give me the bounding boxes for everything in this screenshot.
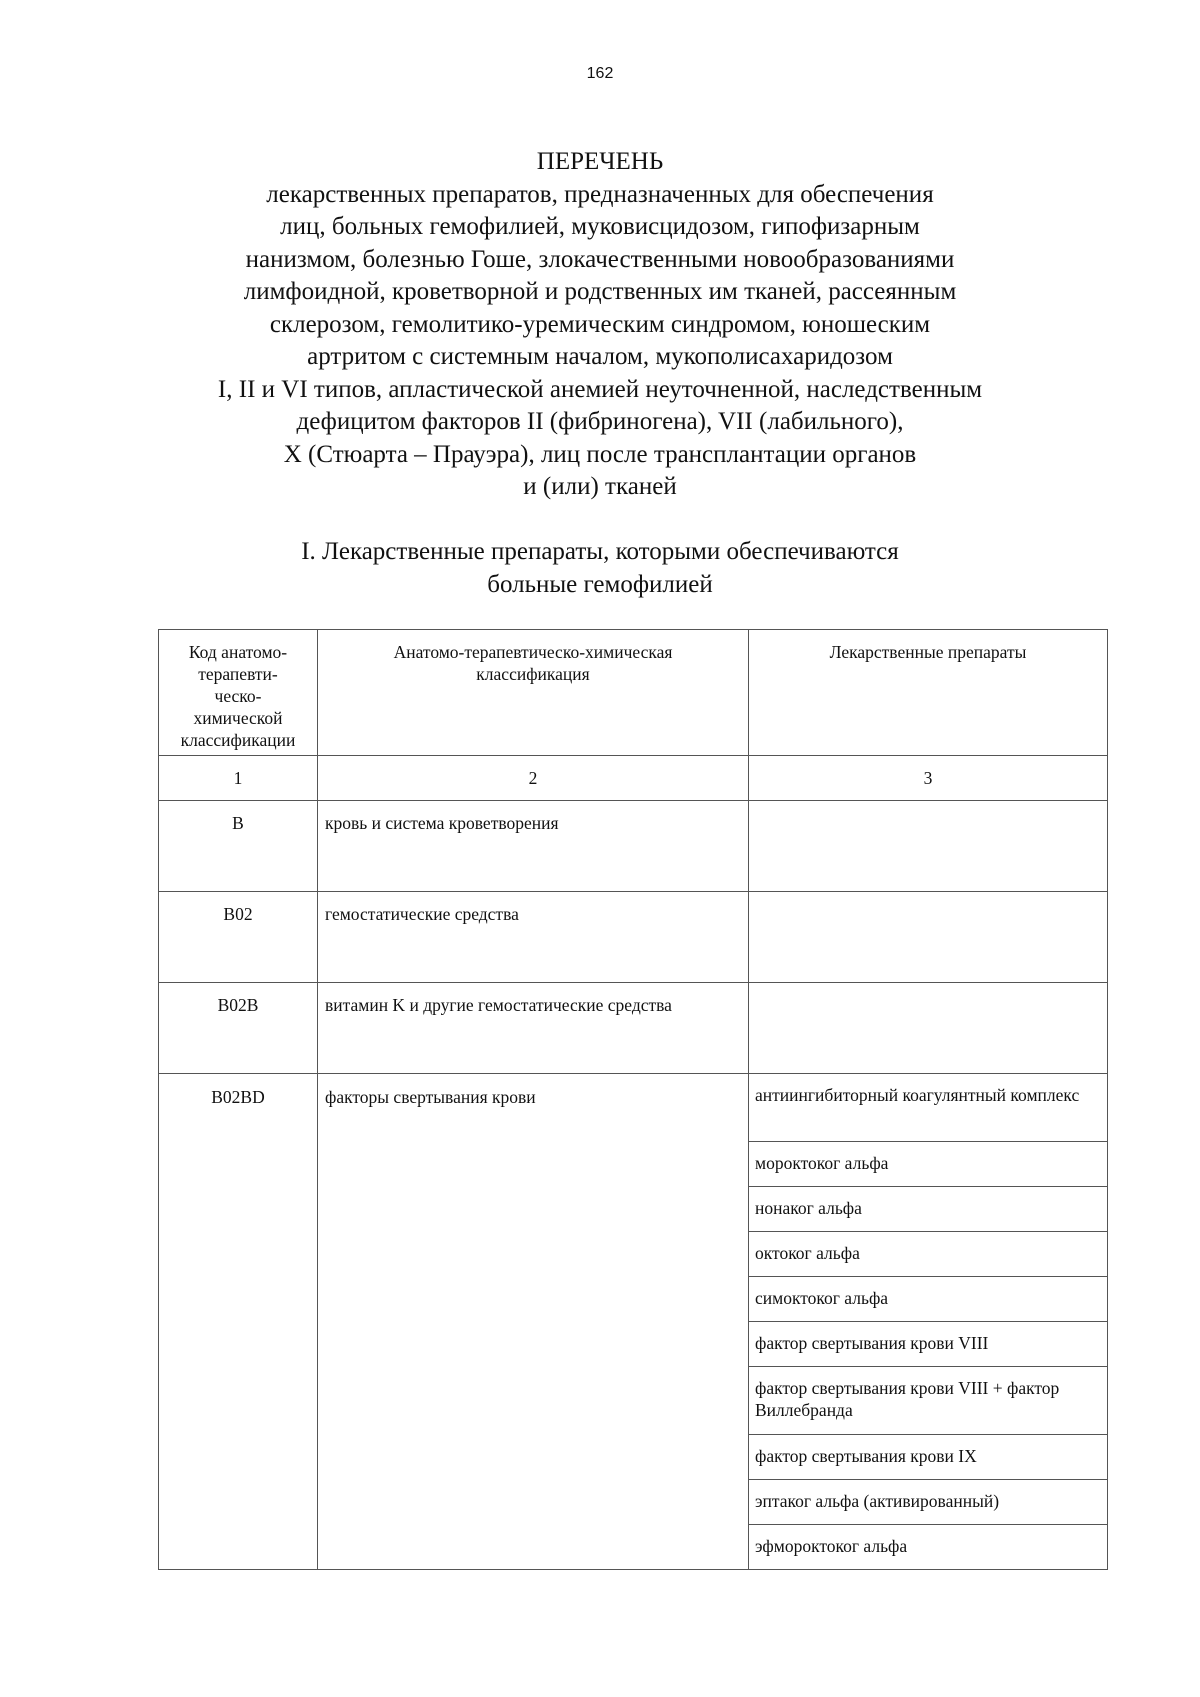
drug-cell <box>749 892 1108 983</box>
drug-cell: мороктоког альфа <box>749 1142 1108 1187</box>
section-title-line: больные гемофилией <box>487 570 713 598</box>
drug-cell: эфмороктоког альфа <box>749 1525 1108 1570</box>
drug-cell: симоктоког альфа <box>749 1277 1108 1322</box>
drug-cell <box>749 801 1108 892</box>
header-atc-classification <box>318 630 749 756</box>
drug-cell <box>749 983 1108 1074</box>
title-line: лимфоидной, кроветворной и родственных им тканей, рассеянным <box>243 278 957 305</box>
column-number-row <box>159 756 1108 801</box>
table-row <box>159 892 1108 983</box>
title-line: и (или) тканей <box>523 473 677 500</box>
section-title-line: I. Лекарственные препараты, которыми обеспечиваются <box>301 538 899 565</box>
header-line: химической <box>193 708 283 728</box>
header-line: классификации <box>180 730 296 750</box>
atc-code-cell: B02B <box>159 983 318 1074</box>
title-line: I, II и VI типов, апластической анемией неуточненной, наследственным <box>217 375 983 403</box>
table-row <box>159 983 1108 1074</box>
classification-cell: факторы свертывания крови <box>318 1074 749 1570</box>
atc-code-cell: B02BD <box>159 1074 318 1570</box>
classification-cell: кровь и система кроветворения <box>318 801 749 892</box>
drug-cell: фактор свертывания крови VIII <box>749 1322 1108 1367</box>
title-line: склерозом, гемолитико-уремическим синдромом, юношеским <box>269 310 931 338</box>
table-row <box>159 801 1108 892</box>
header-line: ческо- <box>214 686 262 706</box>
drug-cell: антиингибиторный коагулянтный комплекс <box>749 1074 1108 1142</box>
section-title <box>100 536 1100 601</box>
classification-cell: гемостатические средства <box>318 892 749 983</box>
drug-cell: нонаког альфа <box>749 1187 1108 1232</box>
atc-code-cell: B <box>159 801 318 892</box>
page-number: 162 <box>586 65 614 82</box>
title-line: дефицитом факторов II (фибриногена), VII (лабильного), <box>296 408 904 435</box>
drug-cell: октоког альфа <box>749 1232 1108 1277</box>
title-line: нанизмом, болезнью Гоше, злокачественными новообразованиями <box>245 245 955 273</box>
column-number: 3 <box>749 756 1108 801</box>
drug-cell: фактор свертывания крови IX <box>749 1435 1108 1480</box>
title-line: X (Стюарта – Прауэра), лиц после трансплантации органов <box>283 440 917 468</box>
title-line: артритом с системным началом, мукополисахаридозом <box>307 343 893 370</box>
header-line: Анатомо-терапевтическо-химическая <box>393 642 673 662</box>
header-line: Код анатомо- <box>188 642 288 662</box>
title-line: лекарственных препаратов, предназначенных для обеспечения <box>266 180 934 208</box>
column-number: 2 <box>318 756 749 801</box>
title-line: ПЕРЕЧЕНЬ <box>536 148 664 175</box>
atc-code-cell: B02 <box>159 892 318 983</box>
table-row <box>159 1074 1108 1142</box>
document-title <box>100 146 1100 504</box>
drug-cell: фактор свертывания крови VIII + фактор Виллебранда <box>749 1367 1108 1435</box>
classification-cell: витамин K и другие гемостатические средства <box>318 983 749 1074</box>
header-line: терапевти- <box>198 664 278 684</box>
drug-table <box>158 629 1108 1570</box>
header-line: Лекарственные препараты <box>829 642 1027 662</box>
header-atc-code <box>159 630 318 756</box>
title-line: лиц, больных гемофилией, муковисцидозом, гипофизарным <box>280 213 920 240</box>
table-header-row <box>159 630 1108 756</box>
column-number: 1 <box>159 756 318 801</box>
header-drugs <box>749 630 1108 756</box>
header-line: классификация <box>476 664 590 684</box>
drug-cell: эптаког альфа (активированный) <box>749 1480 1108 1525</box>
